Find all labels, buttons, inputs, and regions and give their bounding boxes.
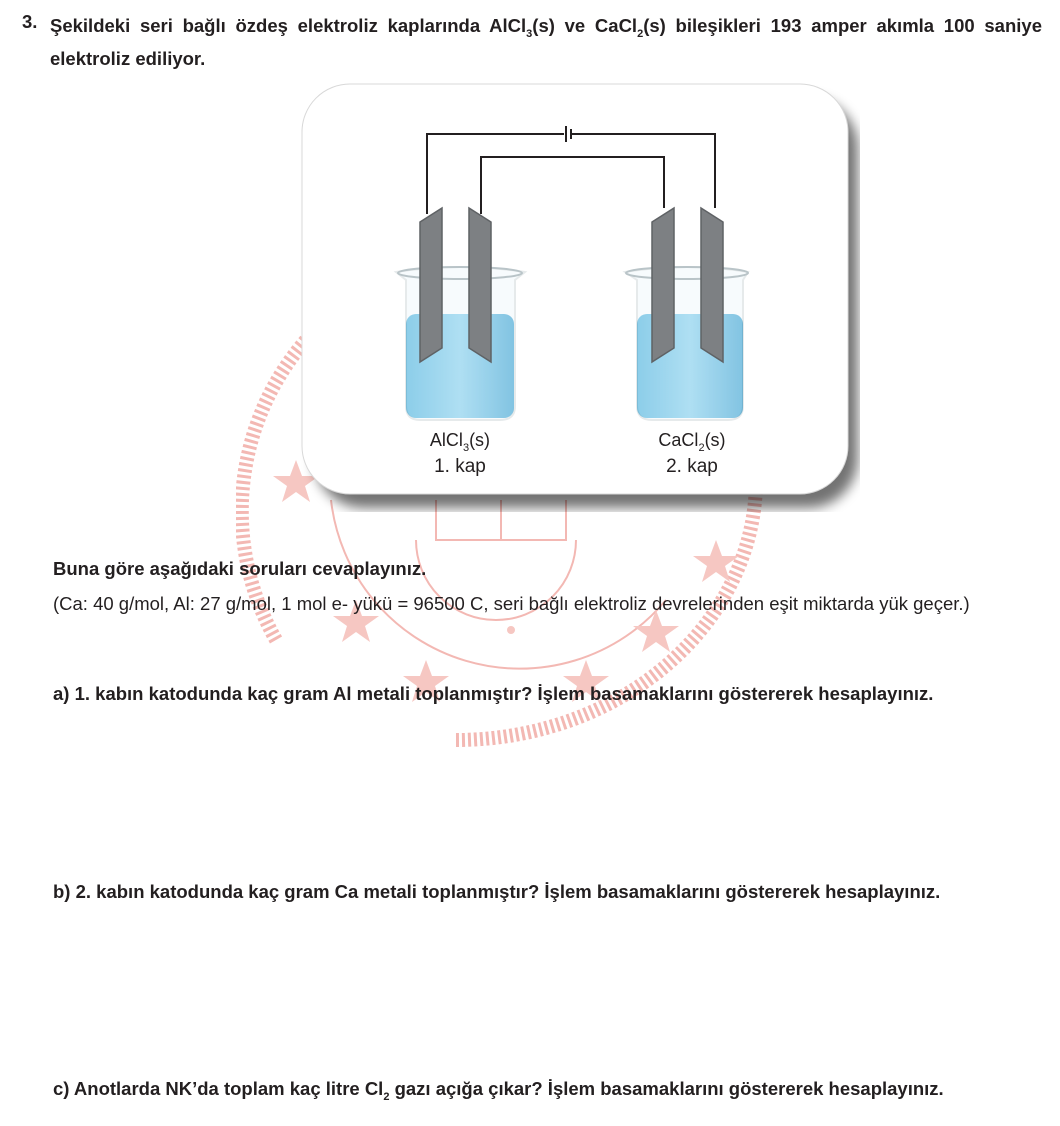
given-data: (Ca: 40 g/mol, Al: 27 g/mol, 1 mol e- yükü = 96500 C, seri bağlı elektroliz devrelerinden eşit miktarda yük geçer.) bbox=[53, 593, 970, 614]
cell-1-formula: AlCl$_3$(s) bbox=[429, 430, 491, 454]
part-c-text-2: gazı açığa çıkar? İşlem basamaklarını göstererek hesaplayınız. bbox=[389, 1078, 944, 1099]
question-part-c bbox=[53, 1078, 944, 1103]
cell-2-label: 2. kap bbox=[666, 456, 718, 477]
alcl3-subscript: 3 bbox=[526, 28, 533, 40]
cell-1-label: 1. kap bbox=[434, 456, 486, 477]
question-part-a: a) 1. kabın katodunda kaç gram Al metali toplanmıştır? İşlem basamaklarını göstererek hesaplayınız. bbox=[53, 683, 934, 704]
stem-part-3: (s) bileşikleri 193 amper akımla 100 saniye elektroliz ediliyor. bbox=[50, 15, 1042, 69]
electrode-2-right bbox=[701, 208, 723, 362]
part-c-text-1: c) Anotlarda NK’da toplam kaç litre Cl bbox=[53, 1078, 384, 1099]
electrode-1-right bbox=[469, 208, 491, 362]
electrode-2-left bbox=[652, 208, 674, 362]
question-number: 3. bbox=[22, 11, 38, 32]
stem-part-2: (s) ve CaCl bbox=[532, 15, 638, 36]
cacl2-subscript: 2 bbox=[637, 28, 644, 40]
electrode-1-left bbox=[420, 208, 442, 362]
electrolysis-diagram bbox=[300, 82, 860, 512]
diagram-panel bbox=[302, 84, 848, 494]
stem-part-1: Şekildeki seri bağlı özdeş elektroliz kaplarında AlCl bbox=[50, 15, 527, 36]
beaker-2 bbox=[625, 267, 748, 420]
cell-2-formula: CaCl$_2$(s) bbox=[658, 430, 726, 454]
cl2-subscript: 2 bbox=[383, 1091, 390, 1103]
beaker-1 bbox=[396, 267, 525, 420]
instruction-heading: Buna göre aşağıdaki soruları cevaplayınız. bbox=[53, 558, 427, 579]
question-part-b: b) 2. kabın katodunda kaç gram Ca metali toplanmıştır? İşlem basamaklarını göstererek hesaplayınız. bbox=[53, 881, 941, 902]
question-stem bbox=[50, 11, 1042, 73]
